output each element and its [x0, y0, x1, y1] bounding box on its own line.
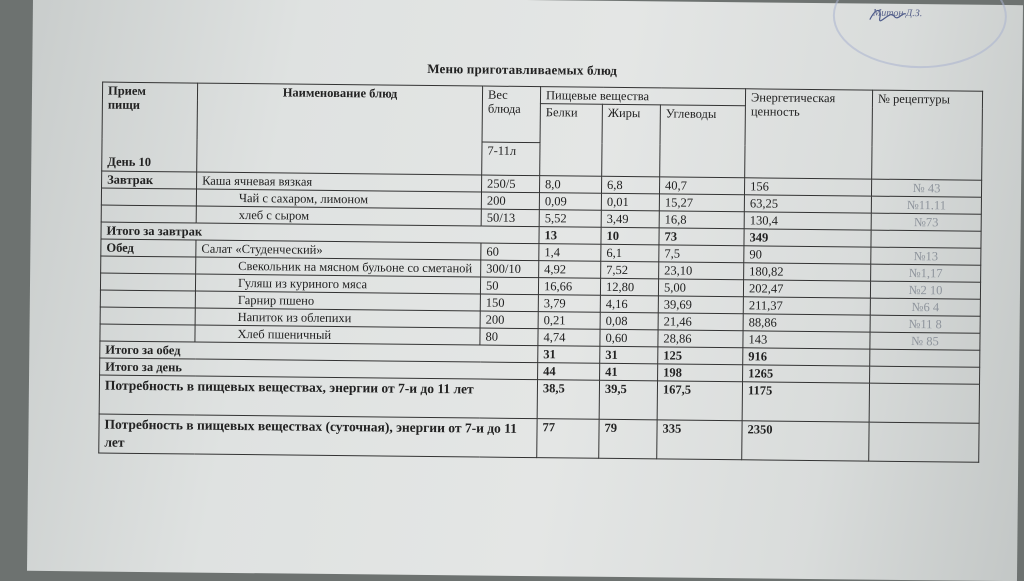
- dish-protein: 8,0: [539, 176, 601, 194]
- dish-name: Гуляш из куриного мяса: [195, 274, 480, 294]
- dish-energy: 180,82: [744, 263, 871, 281]
- header-fat: Жиры: [602, 104, 661, 177]
- dish-energy: 202,47: [743, 280, 870, 298]
- dish-carbs: 16,8: [659, 211, 744, 229]
- total-protein: 31: [538, 346, 600, 364]
- dish-energy: 130,4: [744, 212, 871, 230]
- dish-fat: 0,01: [601, 193, 659, 211]
- day-total-label: Итого за день: [100, 358, 538, 380]
- dish-carbs: 39,69: [658, 296, 743, 314]
- header-carbs: Углеводы: [660, 105, 746, 178]
- day-protein: 44: [538, 363, 600, 381]
- dish-energy: 143: [743, 331, 870, 349]
- total-carbs: 73: [659, 228, 744, 246]
- dish-recipe: №73: [871, 213, 981, 231]
- dish-name: Салат «Студенческий»: [196, 240, 481, 260]
- total-protein: 13: [539, 227, 601, 245]
- header-meal-cell: [102, 82, 198, 172]
- dish-protein: 0,09: [539, 193, 601, 211]
- total-carbs: 125: [658, 347, 743, 365]
- dish-weight: 200: [480, 311, 538, 329]
- need-age-energy: 1175: [742, 382, 869, 422]
- header-age: 7-11л: [482, 142, 540, 176]
- dish-energy: 90: [744, 246, 871, 264]
- dish-carbs: 23,10: [659, 262, 744, 280]
- dish-name: Свекольник на мясном бульоне со сметаной: [196, 257, 481, 277]
- dish-carbs: 28,86: [658, 330, 743, 348]
- header-dish: [197, 83, 483, 175]
- dish-energy: 63,25: [744, 195, 871, 213]
- dish-fat: 4,16: [600, 295, 658, 313]
- total-fat: 31: [600, 346, 658, 364]
- header-nutrients: Пищевые вещества: [540, 87, 745, 106]
- dish-carbs: 5,00: [658, 279, 743, 297]
- dish-protein: 4,74: [538, 329, 600, 347]
- header-day: День 10: [107, 154, 152, 170]
- need-daily-row: [99, 414, 979, 462]
- meal-lunch: Обед: [101, 239, 196, 257]
- dish-weight: 300/10: [481, 260, 539, 278]
- dish-protein: 5,52: [539, 210, 601, 228]
- need-age-protein: 38,5: [537, 380, 599, 420]
- dish-name: Каша ячневая вязкая: [197, 172, 482, 192]
- dish-weight: 50/13: [481, 209, 539, 227]
- need-daily-fat: 79: [599, 419, 657, 459]
- dish-name: Гарнир пшено: [195, 291, 480, 311]
- dish-fat: 12,80: [600, 278, 658, 296]
- dish-name: Чай с сахаром, лимоном: [196, 189, 481, 209]
- dish-weight: 250/5: [482, 175, 540, 193]
- dish-protein: 1,4: [539, 244, 601, 262]
- day-fat: 41: [600, 363, 658, 381]
- need-daily-label: Потребность в пищевых веществах (суточная), энергии от 7-и до 11 лет: [99, 414, 537, 458]
- dish-weight: 50: [480, 277, 538, 295]
- dish-carbs: 15,27: [659, 194, 744, 212]
- signature-name: Митон Д.З.: [872, 7, 923, 20]
- need-daily-protein: 77: [537, 419, 599, 459]
- dish-weight: 200: [481, 192, 539, 210]
- dish-fat: 6,8: [601, 176, 659, 194]
- header-recipe: № рецептуры: [872, 90, 983, 180]
- dish-fat: 0,60: [600, 329, 658, 347]
- dish-protein: 3,79: [538, 295, 600, 313]
- dish-recipe: №11.11: [871, 196, 981, 214]
- need-age-carbs: 167,5: [657, 381, 742, 421]
- dish-name: Напиток из облепихи: [195, 308, 480, 328]
- total-energy: 916: [743, 348, 870, 366]
- header-protein: Белки: [540, 104, 603, 177]
- menu-sheet: [27, 0, 1023, 581]
- dish-energy: 156: [745, 178, 872, 196]
- dish-carbs: 40,7: [659, 177, 744, 195]
- dish-name: Хлеб пшеничный: [195, 325, 480, 345]
- dish-carbs: 7,5: [659, 245, 744, 263]
- need-daily-energy: 2350: [742, 421, 869, 461]
- menu-table: [98, 82, 983, 463]
- meal-breakfast: Завтрак: [102, 171, 197, 189]
- need-daily-carbs: 335: [657, 420, 742, 460]
- header-meal: Прием пищи: [107, 83, 147, 112]
- dish-weight: 80: [480, 328, 538, 346]
- dish-fat: 6,1: [601, 244, 659, 262]
- dish-carbs: 21,46: [658, 313, 743, 331]
- dish-recipe: № 43: [872, 179, 982, 197]
- dish-recipe: №11 8: [870, 315, 980, 333]
- dish-fat: 0,08: [600, 312, 658, 330]
- dish-energy: 88,86: [743, 314, 870, 332]
- day-carbs: 198: [658, 364, 743, 382]
- header-dish-text: Наименование блюд: [282, 85, 398, 101]
- total-energy: 349: [744, 229, 871, 247]
- dish-recipe: № 85: [870, 332, 980, 350]
- dish-recipe: №6 4: [870, 298, 980, 316]
- dish-weight: 150: [480, 294, 538, 312]
- dish-protein: 16,66: [538, 278, 600, 296]
- need-age-label: Потребность в пищевых веществах, энергии от 7-и до 11 лет: [99, 375, 537, 419]
- page-title: Меню приготавливаемых блюд: [427, 60, 618, 78]
- dish-protein: 0,21: [538, 312, 600, 330]
- day-energy: 1265: [743, 365, 870, 383]
- dish-fat: 3,49: [601, 210, 659, 228]
- dish-protein: 4,92: [539, 261, 601, 279]
- dish-energy: 211,37: [743, 297, 870, 315]
- header-energy: Энергетическая ценность: [745, 89, 873, 179]
- dish-fat: 7,52: [601, 261, 659, 279]
- header-weight: Вес блюда: [482, 86, 541, 143]
- dish-name: хлеб с сыром: [196, 206, 481, 226]
- lunch-total-label: Итого за обед: [100, 341, 538, 363]
- total-fat: 10: [601, 227, 659, 245]
- dish-recipe: №2 10: [870, 281, 980, 299]
- breakfast-total-label: Итого за завтрак: [101, 222, 539, 244]
- need-age-fat: 39,5: [599, 380, 657, 420]
- dish-recipe: №1,17: [871, 264, 981, 282]
- dish-weight: 60: [481, 243, 539, 261]
- dish-recipe: №13: [871, 247, 981, 265]
